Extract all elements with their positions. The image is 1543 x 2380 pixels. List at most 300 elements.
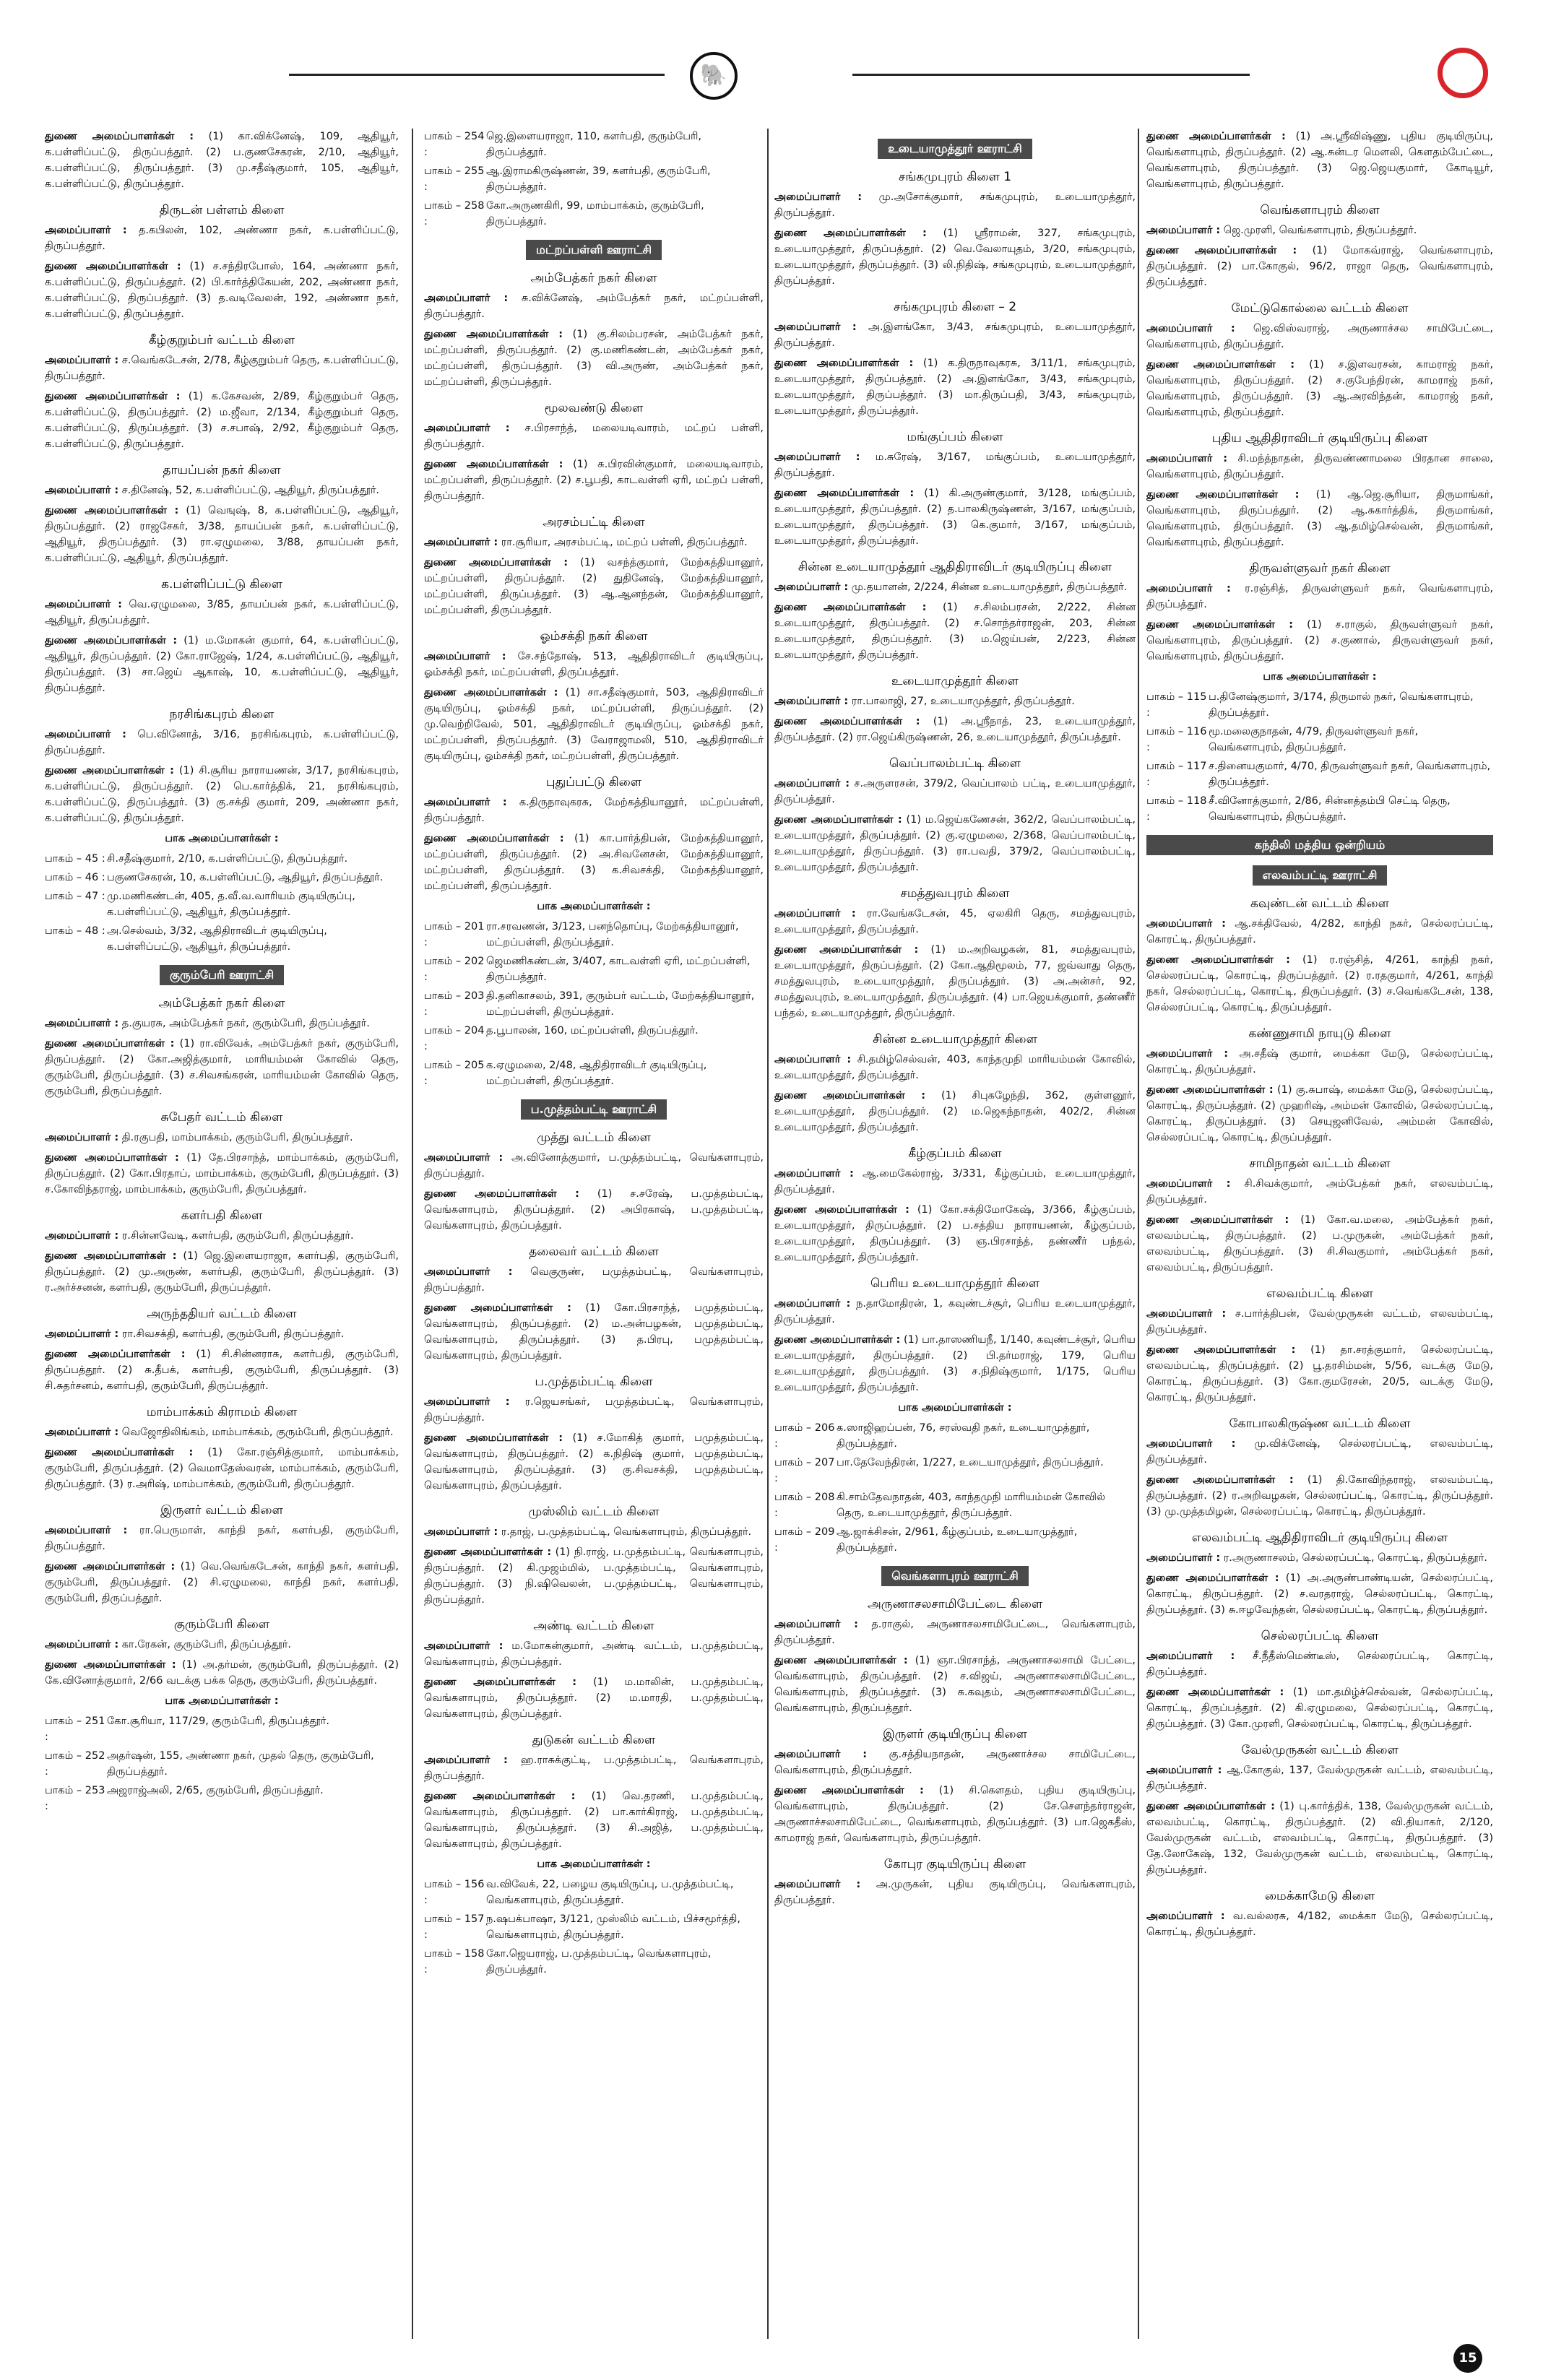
role-label: துணை அமைப்பாளர்கள் :: [774, 716, 920, 727]
member-entry: [774, 485, 1136, 549]
role-label: அமைப்பாளர் :: [424, 1396, 510, 1408]
member-entry: [1146, 1684, 1493, 1732]
branch-heading: சுபேதர் வட்டம் கிளை: [160, 1110, 283, 1125]
booth-number: பாகம் – 46 :: [45, 872, 105, 883]
branch-heading: கீழ்குப்பம் கிளை: [908, 1146, 1002, 1161]
member-details: (1) வெ.தரணி, ப.முத்தம்பட்டி, வெங்களாபுரம், திருப்பத்தூர். (2) பா.கார்கிராஜ், ப.முத்தம்பட்டி, வெங்களாபுரம், திருப்பத்தூர். (3) சி.அஜித், ப.முத்தம்பட்டி, வெங்களாபுரம், திருப்பத்தூர்.: [424, 1791, 764, 1850]
role-label: அமைப்பாளர் :: [1146, 1438, 1236, 1450]
member-details: ர.அருணாசலம், செல்லரப்பட்டி, கொரட்டி, திருப்பத்தூர்.: [1223, 1552, 1487, 1564]
booth-number: பாகம் – 209 :: [774, 1526, 835, 1554]
booth-number: பாகம் – 202 :: [424, 956, 485, 983]
member-details: (1) ஞா.பிரசாந்த், அருணாசலசாமி பேட்டை, வெங்களாபுரம், திருப்பத்தூர். (2) ச.விஜய், அருணாசலசாமிபேட்டை, வெங்களாபுரம், திருப்பத்தூர். (3) சு.கவுதம், அருணாசலசாமிபேட்டை, வெங்களாபுரம், திருப்பத்தூர்.: [774, 1655, 1136, 1714]
member-details: (1) ரா.விவேக், அம்பேத்கர் நகர், குரும்பேரி, திருப்பத்தூர். (2) கோ.அஜித்குமார், மாரியம்மன் கோவில் தெரு, குரும்பேரி, திருப்பத்தூர். (3) ச.சிவசங்கரன், மாரியம்மன் கோவில் தெரு, குரும்பேரி, திருப்பத்தூர்.: [45, 1038, 399, 1097]
branch-heading: கோபாலகிருஷ்ண வட்டம் கிளை: [1229, 1416, 1411, 1431]
member-details: ஆ.கோகுல், 137, வேல்முருகன் வட்டம், எலவம்பட்டி, திருப்பத்தூர்.: [1146, 1765, 1493, 1792]
member-details: ரா.வேங்கடேசன், 45, ஏலகிரி தெரு, சமத்துவபுரம், உடையாமுத்தூர், திருப்பத்தூர்.: [774, 908, 1136, 935]
member-entry: [1146, 617, 1493, 665]
booth-details: மூ.மலைகுநாதன், 4/79, திருவள்ளுவர் நகர், வெங்களாபுரம், திருப்பத்தூர்.: [1209, 726, 1419, 753]
member-entry: [424, 290, 764, 322]
member-details: (1) தி.கோவிந்தராஜ், எலவம்பட்டி, திருப்பத்தூர். (2) ர.அறிவழகன், செல்லரப்பட்டி, கொரட்டி, திருப்பத்தூர். (3) மு.முத்தமிழன், செல்லரப்பட்டி, கொரட்டி, திருப்பத்தூர்.: [1146, 1474, 1493, 1518]
role-label: துணை அமைப்பாளர்கள் :: [424, 1791, 576, 1802]
member-details: வெகுருண், பமுத்தம்பட்டி, வெங்களாபுரம், திருப்பத்தூர்.: [424, 1266, 764, 1294]
booth-entry: [774, 1489, 1136, 1521]
member-details: (1) வெ.வெங்கடேசன், காந்தி நகர், களர்பதி, குரும்பேரி, திருப்பத்தூர். (2) சி.ஏழுமலை, காந்தி நகர், களர்பதி, குரும்பேரி, திருப்பத்தூர்.: [45, 1561, 399, 1604]
member-entry: [1146, 487, 1493, 550]
branch-heading: திருவள்ளுவர் நகர் கிளை: [1249, 561, 1391, 576]
role-label: அமைப்பாளர் :: [774, 908, 856, 919]
role-label: துணை அமைப்பாளர்கள் :: [45, 1349, 186, 1360]
member-details: அ.முருகன், புதிய குடியிருப்பு, வெங்களாபுரம், திருப்பத்தூர்.: [774, 1879, 1136, 1906]
role-label: அமைப்பாளர் :: [424, 537, 498, 548]
role-label: அமைப்பாளர் :: [1146, 1178, 1231, 1190]
role-label: துணை அமைப்பாளர்கள் :: [45, 635, 178, 646]
role-label: அமைப்பாளர் :: [45, 1230, 119, 1242]
member-details: அ.சதீஷ் குமார், மைக்கா மேடு, செல்லரப்பட்டி, கொரட்டி, திருப்பத்தூர்.: [1146, 1048, 1493, 1076]
booth-entry: [774, 1524, 1136, 1556]
member-details: ஹ.ராசுக்குட்டி, ப.முத்தம்பட்டி, வெங்களாபுரம், திருப்பத்தூர்.: [424, 1754, 764, 1782]
booth-number: பாகம் – 118 :: [1146, 795, 1207, 823]
role-label: அமைப்பாளர் :: [45, 225, 127, 236]
member-entry: [45, 1130, 399, 1146]
branch-heading: சாமிநாதன் வட்டம் கிளை: [1249, 1156, 1391, 1171]
role-label: அமைப்பாளர் :: [45, 1427, 119, 1438]
booth-details: பா.தேவேந்திரன், 1/227, உடையாமுத்தூர், திருப்பத்தூர்.: [837, 1457, 1104, 1468]
member-entry: [45, 389, 399, 452]
role-label: அமைப்பாளர் :: [45, 1018, 119, 1029]
role-label: அமைப்பாளர் :: [424, 1754, 508, 1766]
role-label: அமைப்பாளர் :: [45, 485, 119, 496]
member-entry: [45, 483, 399, 498]
branch-heading: இருளர் குடியிருப்பு கிளை: [883, 1727, 1027, 1741]
role-label: துணை அமைப்பாளர்கள் :: [424, 833, 564, 844]
branch-heading: புதிய ஆதிதிராவிடர் குடியிருப்பு கிளை: [1211, 431, 1428, 446]
member-entry: [45, 633, 399, 696]
member-details: ர.சின்னவேடி, களர்பதி, குரும்பேரி, திருப்பத்தூர்.: [121, 1230, 354, 1242]
member-details: சே.சந்தோஷ், 513, ஆதிதிராவிடர் குடியிருப்பு, ஓம்சக்தி நகர், மட்றப்பள்ளி, திருப்பத்தூர்.: [424, 651, 764, 678]
branch-heading: மாம்பாக்கம் கிராமம் கிளை: [146, 1405, 298, 1419]
member-details: (1) கோ.வ.மலை, அம்பேத்கர் நகர், எலவம்பட்டி, திருப்பத்தூர். (2) ப.முருகன், அம்பேத்கர் நகர், எலவம்பட்டி, திருப்பத்தூர். (3) சி.சிவகுமார், அம்பேத்கர் நகர், எலவம்பட்டி, திருப்பத்தூர்.: [1146, 1214, 1493, 1273]
member-entry: [424, 456, 764, 504]
member-details: (1) ம.அறிவழகன், 81, சமத்துவபுரம், உடையாமுத்தூர், திருப்பத்தூர். (2) கோ.ஆதிமூலம், 77, ஜவ்வாது தெரு, சமத்துவபுரம், உடையாமுத்தூர், திருப்பத்தூர். (3) அ.அன்சர், 92, சமத்துவபுரம், உடையாமுத்தூர், திருப்பத்தூர். (4) பா.ஜெயக்குமார், தண்ணீர் பந்தல், உடையாமுத்தூர், திருப்பத்தூர்.: [774, 944, 1136, 1019]
member-details: (1) ம.மாலின், ப.முத்தம்பட்டி, வெங்களாபுரம், திருப்பத்தூர். (2) ம.மாரதி, ப.முத்தம்பட்டி, வெங்களாபுரம், திருப்பத்தூர்.: [424, 1676, 764, 1720]
member-entry: [424, 1638, 764, 1670]
member-details: சி.தமிழ்செல்வன், 403, காந்தமுநி மாரியம்மன் கோவில், உடையாமுத்தூர், திருப்பத்தூர்.: [774, 1054, 1136, 1081]
booth-details: தி.தனிகாசலம், 391, குரும்பர் வட்டம், மேற்கத்தியானூர், மட்றப்பள்ளி, திருப்பத்தூர்.: [486, 990, 755, 1018]
member-details: (1) அ.அருண்பாண்டியன், செல்லரப்பட்டி, கொரட்டி, திருப்பத்தூர். (2) ச.வரதராஜ், செல்லரப்பட்டி, கொரட்டி, திருப்பத்தூர். (3) சு.ஈழவேந்தன், செல்லரப்பட்டி, கொரட்டி, திருப்பத்தூர்.: [1146, 1572, 1493, 1616]
role-label: துணை அமைப்பாளர்கள் :: [1146, 489, 1300, 501]
header-rule-right: [852, 74, 1250, 76]
section-banner: [774, 1566, 1136, 1586]
role-label: துணை அமைப்பாளர்கள் :: [45, 261, 181, 272]
booth-entry: [424, 129, 764, 160]
member-details: மு.விக்னேஷ், செல்லரப்பட்டி, எலவம்பட்டி, திருப்பத்தூர்.: [1146, 1438, 1493, 1466]
member-details: ரா.பெருமாள், காந்தி நகர், களர்பதி, குரும்பேரி, திருப்பத்தூர்.: [45, 1525, 399, 1552]
booth-entry: [424, 198, 764, 230]
booth-details: அ.செல்வம், 3/32, ஆதிதிராவிடர் குடியிருப்பு, க.பள்ளிப்பட்டு, ஆதியூர், திருப்பத்தூர்.: [107, 925, 327, 953]
role-label: துணை அமைப்பாளர்கள் :: [774, 1655, 908, 1666]
role-label: அமைப்பாளர் :: [774, 1619, 858, 1630]
branch-heading: திருடன் பள்ளம் கிளை: [159, 203, 285, 217]
member-entry: [45, 352, 399, 384]
member-details: ச.பிரசாந்த், மலையடிவாரம், மட்றப் பள்ளி, திருப்பத்தூர்.: [424, 423, 764, 450]
member-entry: [45, 1559, 399, 1606]
member-details: ரா.சூரியா, அரசம்பட்டி, மட்றப் பள்ளி, திருப்பத்தூர்.: [501, 537, 748, 548]
branch-heading: மேட்டுகொல்லை வட்டம் கிளை: [1231, 301, 1409, 316]
role-label: அமைப்பாளர் :: [424, 423, 510, 434]
role-label: அமைப்பாளர் :: [424, 293, 509, 304]
member-entry: [774, 1052, 1136, 1083]
role-label: துணை அமைப்பாளர்கள் :: [1146, 1344, 1296, 1356]
member-entry: [45, 597, 399, 628]
member-entry: [45, 1248, 399, 1296]
booth-heading: பாக அமைப்பாளர்கள் :: [165, 833, 279, 844]
member-entry: [45, 1036, 399, 1099]
member-entry: [424, 1186, 764, 1234]
booth-entry: [1146, 793, 1493, 825]
branch-heading: ப.முத்தம்பட்டி கிளை: [535, 1375, 653, 1389]
member-entry: [774, 225, 1136, 289]
member-entry: [1146, 1306, 1493, 1338]
member-details: ஜெ.முரளி, வெங்களாபுரம், திருப்பத்தூர்.: [1223, 225, 1417, 236]
branch-heading: அரசம்பட்டி கிளை: [543, 515, 645, 529]
booth-entry: [45, 1748, 399, 1780]
column-3: [774, 129, 1136, 2339]
member-entry: [45, 763, 399, 826]
branch-heading: பெரிய உடையாமுத்தூர் கிளை: [870, 1276, 1040, 1291]
booth-entry: [45, 1783, 399, 1814]
role-label: துணை அமைப்பாளர்கள் :: [1146, 359, 1295, 371]
header-rule-left: [289, 74, 665, 76]
member-entry: [774, 1747, 1136, 1778]
booth-entry: [424, 919, 764, 951]
booth-entry: [45, 851, 399, 867]
member-entry: [1146, 129, 1493, 192]
booth-entry: [424, 988, 764, 1020]
member-entry: [424, 1430, 764, 1494]
member-entry: [1146, 243, 1493, 290]
role-label: துணை அமைப்பாளர்கள் :: [45, 1038, 175, 1050]
member-details: (1) கோ.பிரசாந்த், பமுத்தம்பட்டி, வெங்களாபுரம், திருப்பத்தூர். (2) ம.அன்பழகன், பமுத்தம்பட்டி, வெங்களாபுரம், திருப்பத்தூர். (3) த.பிரபு, பமுத்தம்பட்டி, வெங்களாபுரம், திருப்பத்தூர்.: [424, 1302, 764, 1362]
member-details: பெ.வினோத், 3/16, நரசிங்கபுரம், க.பள்ளிப்பட்டு, திருப்பத்தூர்.: [45, 729, 399, 756]
member-details: (1) அ.தர்மன், குரும்பேரி, திருப்பத்தூர். (2) கே.வினோத்குமார், 2/66 வடக்கு பக்க தெரு, குரும்பேரி, திருப்பத்தூர்.: [45, 1659, 399, 1687]
role-label: அமைப்பாளர் :: [45, 1525, 128, 1536]
member-entry: [1146, 357, 1493, 420]
role-label: துணை அமைப்பாளர்கள் :: [45, 1250, 177, 1262]
role-label: அமைப்பாளர் :: [774, 1298, 851, 1310]
branch-heading: அருந்ததியர் வட்டம் கிளை: [147, 1307, 297, 1321]
member-entry: [45, 1424, 399, 1440]
role-label: துணை அமைப்பாளர்கள் :: [1146, 1801, 1275, 1812]
booth-details: ஜெமணிகண்டன், 3/407, காடவள்ளி ஏரி, மட்றப்பள்ளி, திருப்பத்தூர்.: [486, 956, 751, 983]
booth-details: த.பூபாலன், 160, மட்றப்பள்ளி, திருப்பத்தூர்.: [486, 1025, 699, 1037]
role-label: அமைப்பாளர் :: [774, 778, 850, 789]
booth-heading: பாக அமைப்பாளர்கள் :: [898, 1402, 1012, 1414]
branch-heading: மங்குப்பம் கிளை: [907, 430, 1003, 444]
member-entry: [1146, 222, 1493, 238]
section-banner-label: ப.முத்தம்பட்டி ஊராட்சி: [521, 1099, 667, 1120]
member-details: (1) பா.தாஸணியநீ, 1/140, கவுண்டச்சூர், பெரிய உடையாமுத்தூர், திருப்பத்தூர். (2) பி.தர்மராஜ், 179, பெரிய உடையாமுத்தூர், திருப்பத்தூர். (3) ச.நிதிஷ்குமார், 1/175, பெரிய உடையாமுத்தூர், திருப்பத்தூர்.: [774, 1334, 1136, 1393]
branch-heading: எலவம்பட்டி கிளை: [1266, 1286, 1373, 1301]
member-details: (1) க.திருநாவுகரசு, 3/11/1, சங்கமுபுரம், உடையாமுத்தூர், திருப்பத்தூர். (2) அ.இளங்கோ, 3/43, சங்கமுபுரம், உடையாமுத்தூர், திருப்பத்தூர். (3) மா.திருப்பதி, 3/43, சங்கமுபுரம், உடையாமுத்தூர், திருப்பத்தூர்.: [774, 358, 1136, 417]
member-entry: [45, 1657, 399, 1689]
member-details: வெஜோதிலிங்கம், மாம்பாக்கம், குரும்பேரி, திருப்பத்தூர்.: [121, 1427, 394, 1438]
role-label: அமைப்பாளர் :: [424, 1266, 513, 1278]
member-entry: [1146, 1342, 1493, 1406]
member-details: ஆ.மைகேல்ராஜ், 3/331, கீழ்குப்பம், உடையாமுத்தூர், திருப்பத்தூர்.: [774, 1168, 1136, 1195]
member-details: அ.வினோத்குமார், ப.முத்தம்பட்டி, வெங்களாபுரம், திருப்பத்தூர்.: [424, 1152, 764, 1180]
member-details: சி.சிவக்குமார், அம்பேத்கர் நகர், எலவம்பட்டி, திருப்பத்தூர்.: [1146, 1178, 1493, 1206]
booth-details: பகுணசேகரன், 10, க.பள்ளிப்பட்டு, ஆதியூர், திருப்பத்தூர்.: [107, 872, 384, 883]
booth-details: கோ.அருணகிரி, 99, மாம்பாக்கம், குரும்பேரி, திருப்பத்தூர்.: [486, 200, 704, 228]
booth-entry: [424, 1057, 764, 1089]
booth-number: பாகம் – 48 :: [45, 925, 105, 937]
booth-number: பாகம் – 204 :: [424, 1025, 485, 1052]
member-entry: [424, 1264, 764, 1296]
booth-number: பாகம் – 252 :: [45, 1750, 105, 1778]
role-label: துணை அமைப்பாளர்கள் :: [774, 1334, 901, 1346]
red-ring-icon: [1438, 48, 1488, 98]
member-details: (1) தே.பிரசாந்த், மாம்பாக்கம், குரும்பேரி, திருப்பத்தூர். (2) கோ.பிரதாப், மாம்பாக்கம், குரும்பேரி, திருப்பத்தூர். (3) ச.கோவிந்தராஜ், மாம்பாக்கம், குரும்பேரி, திருப்பத்தூர்.: [45, 1152, 399, 1195]
section-banner-label: குரும்பேரி ஊராட்சி: [160, 965, 284, 985]
member-details: (1) ச.ராகுல், திருவள்ளுவர் நகர், வெங்களாபுரம், திருப்பத்தூர். (2) ச.குணால், திருவள்ளுவர் நகர், வெங்களாபுரம், திருப்பத்தூர்.: [1146, 619, 1493, 662]
branch-heading: க.பள்ளிப்பட்டு கிளை: [161, 577, 282, 592]
booth-details: கோ.சூரியா, 117/29, குரும்பேரி, திருப்பத்தூர்.: [107, 1715, 329, 1727]
member-details: வ.வல்லரசு, 4/182, மைக்கா மேடு, செல்லரப்பட்டி, கொரட்டி, திருப்பத்தூர்.: [1146, 1911, 1493, 1938]
booth-number: பாகம் – 203 :: [424, 990, 485, 1018]
branch-heading: நரசிங்கபுரம் கிளை: [169, 707, 275, 722]
member-entry: [774, 714, 1136, 745]
column-1: [45, 129, 399, 2339]
member-entry: [424, 535, 764, 550]
member-entry: [1146, 451, 1493, 483]
member-details: (1) கு.சிலம்பரசன், அம்பேத்கர் நகர், மட்றப்பள்ளி, திருப்பத்தூர். (2) கு.மணிகண்டன், அம்பேத்கர் நகர், மட்றப்பள்ளி, திருப்பத்தூர். (3) வி.அருண், அம்பேத்கர் நகர், மட்றப்பள்ளி, திருப்பத்தூர்.: [424, 329, 764, 388]
role-label: அமைப்பாளர் :: [1146, 1552, 1221, 1564]
section-banner: [1146, 835, 1493, 855]
section-banner: [1146, 865, 1493, 886]
booth-entry: [1146, 689, 1493, 721]
booth-entry: [424, 163, 764, 195]
member-entry: [45, 1523, 399, 1554]
booth-details: சி.சதீஷ்குமார், 2/10, க.பள்ளிப்பட்டு, திருப்பத்தூர்.: [107, 853, 348, 865]
booth-details: ரா.சரவணன், 3/123, பனந்தொப்பு, மேற்கத்தியானூர், மட்றப்பள்ளி, திருப்பத்தூர்.: [486, 921, 739, 948]
role-label: அமைப்பாளர் :: [1146, 583, 1231, 594]
role-label: துணை அமைப்பாளர்கள் :: [424, 329, 563, 340]
member-entry: [774, 189, 1136, 221]
role-label: துணை அமைப்பாளர்கள் :: [1146, 1084, 1274, 1096]
booth-heading: பாக அமைப்பாளர்கள் :: [1263, 671, 1377, 683]
member-details: த.கபிலன், 102, அண்ணா நகர், க.பள்ளிப்பட்டு, திருப்பத்தூர்.: [45, 225, 399, 252]
member-details: ந.தாமோதிரன், 1, கவுண்டச்சூர், பெரிய உடையாமுத்தூர், திருப்பத்தூர்.: [774, 1298, 1136, 1325]
branch-heading: கீழ்குறும்பர் வட்டம் கிளை: [148, 333, 295, 347]
member-entry: [424, 1524, 764, 1540]
member-details: (1) சிபுகழேந்தி, 362, குள்ளனூர், உடையாமுத்தூர், திருப்பத்தூர். (2) ம.ஜெகந்நாதன், 402/2, சின்ன உடையாமுத்தூர், திருப்பத்தூர்.: [774, 1090, 1136, 1133]
member-entry: [774, 1653, 1136, 1716]
booth-details: ஆ.ஜாக்சிசன், 2/961, கீழ்குப்பம், உடையாமுத்தூர், திருப்பத்தூர்.: [837, 1526, 1078, 1554]
booth-heading: பாக அமைப்பாளர்கள் :: [537, 1858, 651, 1870]
booth-number: பாகம் – 208 :: [774, 1492, 835, 1519]
branch-heading: களர்பதி கிளை: [181, 1208, 263, 1223]
booth-number: பாகம் – 45 :: [45, 853, 105, 865]
branch-heading: இருளர் வட்டம் கிளை: [160, 1503, 283, 1518]
member-entry: [424, 1544, 764, 1608]
booth-entry: [424, 1911, 764, 1943]
role-label: அமைப்பாளர் :: [774, 581, 849, 593]
booth-details: ச.தினையகுமார், 4/70, திருவள்ளுவர் நகர், வெங்களாபுரம், திருப்பத்தூர்.: [1209, 761, 1491, 788]
member-details: வெ.ஏழுமலை, 3/85, தாயப்பன் நகர், க.பள்ளிப்பட்டு, ஆதியூர், திருப்பத்தூர்.: [45, 599, 399, 626]
member-details: (1) கி.அருண்குமார், 3/128, மங்குப்பம், உடையாமுத்தூர், திருப்பத்தூர். (2) த.பாலகிருஷ்ணன், 3/167, மங்குப்பம், உடையாமுத்தூர், திருப்பத்தூர். (3) கெ.குமார், 3/167, மங்குப்பம், உடையாமுத்தூர், திருப்பத்தூர்.: [774, 488, 1136, 547]
booth-number: பாகம் – 206 :: [774, 1422, 835, 1450]
section-banner-label: கந்திலி மத்திய ஒன்றியம்: [1146, 835, 1493, 855]
branch-heading: எலவம்பட்டி ஆதிதிராவிடர் குடியிருப்பு கிளை: [1191, 1531, 1448, 1545]
section-banner-label: உடையாமுத்தூர் ஊராட்சி: [878, 139, 1032, 159]
member-details: (1) சு.பிரவின்குமார், மலையடிவாரம், மட்றப்பள்ளி, திருப்பத்தூர். (2) ச.பூபதி, காடவள்ளி ஏரி, மட்றப் பள்ளி, திருப்பத்தூர்.: [424, 459, 764, 502]
booth-details: ந.ஷபக்பாஷா, 3/121, முஸ்லிம் வட்டம், பிச்சமூர்த்தி, வெங்களாபுரம், திருப்பத்தூர்.: [486, 1913, 741, 1941]
member-entry: [1146, 1212, 1493, 1276]
section-banner: [424, 1099, 764, 1120]
member-details: (1) வசந்த்குமார், மேற்கத்தியானூர், மட்றப்பள்ளி, திருப்பத்தூர். (2) துதினேஷ், மேற்கத்தியானூர், மட்றப்பள்ளி, திருப்பத்தூர். (3) ஆ.ஆனந்தன், மேற்கத்தியானூர், மட்றப்பள்ளி, திருப்பத்தூர்.: [424, 557, 764, 616]
member-details: (1) ஸ்ரீராமன், 327, சங்கமுபுரம், உடையாமுத்தூர், திருப்பத்தூர். (2) வெ.வேலாயுதம், 3/20, சங்கமுபுரம், உடையாமுத்தூர், திருப்பத்தூர். (3) லி.நிதிஷ், சங்கமுபுரம், உடையாமுத்தூர், திருப்பத்தூர்.: [774, 228, 1136, 287]
member-entry: [45, 503, 399, 566]
booth-details: அதர்ஷன், 155, அண்ணா நகர், முதல் தெரு, குரும்பேரி, திருப்பத்தூர்.: [107, 1750, 374, 1778]
branch-heading: ஓம்சக்தி நகர் கிளை: [540, 629, 648, 644]
member-details: ர.ரஞ்சித், திருவள்ளுவர் நகர், வெங்களாபுரம், திருப்பத்தூர்.: [1146, 583, 1493, 610]
member-entry: [45, 1016, 399, 1031]
member-entry: [45, 1326, 399, 1342]
role-label: துணை அமைப்பாளர்கள் :: [774, 228, 927, 239]
booth-number: பாகம் – 205 :: [424, 1060, 485, 1087]
role-label: துணை அமைப்பாளர்கள் :: [774, 1090, 926, 1102]
role-label: துணை அமைப்பாளர்கள் :: [1146, 1214, 1289, 1226]
member-entry: [1146, 1799, 1493, 1878]
role-label: துணை அமைப்பாளர்கள் :: [1146, 1474, 1294, 1486]
member-entry: [774, 1202, 1136, 1265]
role-label: துணை அமைப்பாளர்கள் :: [424, 459, 563, 470]
booth-entry: [1146, 724, 1493, 756]
booth-details: மு.மணிகண்டன், 405, த.வீ.வ.வாரியம் குடியிருப்பு, க.பள்ளிப்பட்டு, ஆதியூர், திருப்பத்தூர்.: [107, 891, 355, 918]
role-label: அமைப்பாளர் :: [1146, 1765, 1222, 1776]
member-entry: [1146, 1908, 1493, 1940]
member-entry: [424, 1788, 764, 1852]
article-body: [45, 129, 1494, 2339]
member-details: (1) தா.சரத்குமார், செல்லரப்பட்டி, எலவம்பட்டி, திருப்பத்தூர். (2) பூ.தரசிம்மன், 5/56, வடக்கு மேடு, கொரட்டி, திருப்பத்தூர். (3) கோ.குமரேசன், 20/5, வடக்கு மேடு, கொரட்டி, திருப்பத்தூர்.: [1146, 1344, 1493, 1403]
member-details: (1) ர.ரஞ்சித், 4/261, காந்தி நகர், செல்லரப்பட்டி, கொரட்டி, திருப்பத்தூர். (2) ர.ரதகுமார், 4/261, காந்தி நகர், செல்லரப்பட்டி, கொரட்டி, திருப்பத்தூர். (3) ச.வெங்கடேசன், 138, செல்லரப்பட்டி, கொரட்டி, திருப்பத்தூர்.: [1146, 954, 1493, 1013]
booth-entry: [424, 1023, 764, 1055]
role-label: துணை அமைப்பாளர்கள் :: [45, 1447, 194, 1458]
role-label: அமைப்பாளர் :: [45, 1639, 119, 1650]
branch-heading: சின்ன உடையாமுத்தூர் கிளை: [873, 1032, 1037, 1047]
role-label: துணை அமைப்பாளர்கள் :: [774, 1785, 924, 1796]
booth-number: பாகம் – 116 :: [1146, 726, 1207, 753]
member-entry: [774, 1166, 1136, 1198]
column-4: [1146, 129, 1493, 2339]
role-label: துணை அமைப்பாளர்கள் :: [1146, 245, 1297, 256]
member-details: (1) ச.சந்திரபோஸ், 164, அண்ணா நகர், க.பள்ளிப்பட்டு, திருப்பத்தூர். (2) பி.கார்த்திகேயன், 202, அண்ணா நகர், க.பள்ளிப்பட்டு, திருப்பத்தூர். (3) த.வடிவேலன், 192, அண்ணா நகர், க.பள்ளிப்பட்டு, திருப்பத்தூர்.: [45, 261, 399, 320]
branch-heading: செல்லரப்பட்டி கிளை: [1261, 1629, 1379, 1643]
masthead: [0, 0, 1543, 144]
role-label: துணை அமைப்பாளர்கள் :: [774, 358, 914, 369]
branch-heading: உடையாமுத்தூர் கிளை: [891, 674, 1019, 688]
booth-details: ஜெ.இளையராஜா, 110, களர்பதி, குரும்பேரி, திருப்பத்தூர்.: [486, 131, 702, 158]
branch-heading: மூலவண்டு கிளை: [544, 401, 644, 415]
section-banner: [45, 965, 399, 985]
member-entry: [424, 555, 764, 618]
member-entry: [45, 129, 399, 192]
booth-details: க.ஸாஜிஹப்பன், 76, சரஸ்வதி நகர், உடையாமுத்தூர், திருப்பத்தூர்.: [837, 1422, 1090, 1450]
branch-heading: வேல்முருகன் வட்டம் கிளை: [1241, 1743, 1399, 1757]
section-banner-label: வெங்களாபுரம் ஊராட்சி: [881, 1566, 1028, 1586]
member-details: (1) அ.ஸ்ரீநாத், 23, உடையாமுத்தூர், திருப்பத்தூர். (2) ரா.ஜெய்கிருஷ்ணன், 26, உடையாமுத்தூர், திருப்பத்தூர்.: [774, 716, 1136, 743]
role-label: துணை அமைப்பாளர்கள் :: [1146, 619, 1294, 631]
branch-heading: புதுப்பட்டு கிளை: [545, 775, 642, 789]
member-details: (1) நி.ராஜ், ப.முத்தம்பட்டி, வெங்களாபுரம், திருப்பத்தூர். (2) கி.முஜம்மில், ப.முத்தம்பட்டி, வெங்களாபுரம், திருப்பத்தூர். (3) நி.ஷிவெலன், ப.முத்தம்பட்டி, வெங்களாபுரம், திருப்பத்தூர்.: [424, 1546, 764, 1606]
member-entry: [774, 1088, 1136, 1135]
booth-number: பாகம் – 253 :: [45, 1785, 105, 1812]
role-label: அமைப்பாளர் :: [774, 696, 849, 707]
member-details: ரா.பாலாஜி, 27, உடையாமுத்தூர், திருப்பத்தூர்.: [851, 696, 1075, 707]
role-label: துணை அமைப்பாளர்கள் :: [45, 505, 179, 516]
role-label: துணை அமைப்பாளர்கள் :: [45, 1152, 179, 1164]
role-label: அமைப்பாளர் :: [1146, 1308, 1227, 1320]
member-entry: [1146, 1648, 1493, 1680]
member-details: (1) ம.ஜெய்கணேசன், 362/2, வெப்பாலம்பட்டி, உடையாமுத்தூர், திருப்பத்தூர். (2) கு.ஏழுமலை, 2/368, வெப்பாலம்பட்டி, உடையாமுத்தூர், திருப்பத்தூர். (3) ரா.பவதி, 379/2, வெப்பாலம்பட்டி, உடையாமுத்தூர், திருப்பத்தூர்.: [774, 814, 1136, 873]
role-label: அமைப்பாளர் :: [1146, 1911, 1225, 1922]
role-label: அமைப்பாளர் :: [424, 651, 506, 662]
member-details: ச.அருளரசன், 379/2, வெப்பாலம் பட்டி, உடையாமுத்தூர், திருப்பத்தூர்.: [774, 778, 1136, 805]
role-label: துணை அமைப்பாளர்கள் :: [424, 557, 569, 568]
booth-number: பாகம் – 258 :: [424, 200, 485, 228]
member-entry: [1146, 1550, 1493, 1566]
role-label: துணை அமைப்பாளர்கள் :: [774, 602, 927, 613]
branch-heading: கவுண்டன் வட்டம் கிளை: [1250, 896, 1389, 911]
section-banner: [774, 139, 1136, 159]
branch-heading: கோபுர குடியிருப்பு கிளை: [883, 1857, 1026, 1871]
booth-number: பாகம் – 115 :: [1146, 691, 1207, 719]
role-label: அமைப்பாளர் :: [45, 355, 119, 366]
role-label: அமைப்பாளர் :: [774, 1879, 861, 1890]
branch-heading: முஸ்லிம் வட்டம் கிளை: [528, 1505, 660, 1519]
branch-heading: சங்கமுபுரம் கிளை 1: [898, 170, 1012, 184]
member-entry: [1146, 1082, 1493, 1146]
member-details: (1) கா.பார்த்திபன், மேற்கத்தியானூர், மட்றப்பள்ளி, திருப்பத்தூர். (2) அ.சிவனேசன், மேற்கத்தியானூர், மட்றப்பள்ளி, திருப்பத்தூர். (3) க.சிவசக்தி, மேற்கத்தியானூர், மட்றப்பள்ளி, திருப்பத்தூர்.: [424, 833, 764, 892]
booth-details: வ.விவேக், 22, பழைய குடியிருப்பு, ப.முத்தம்பட்டி, வெங்களாபுரம், திருப்பத்தூர்.: [486, 1879, 734, 1906]
member-details: ர.தாஜ், ப.முத்தம்பட்டி, வெங்களாபுரம், திருப்பத்தூர்.: [501, 1526, 752, 1538]
member-details: (1) ச.மோகித் குமார், பமுத்தம்பட்டி, வெங்களாபுரம், திருப்பத்தூர். (2) க.நிதிஷ் குமார், பமுத்தம்பட்டி, வெங்களாபுரம், திருப்பத்தூர். (3) கு.சிவசக்தி, பமுத்தம்பட்டி, வெங்களாபுரம், திருப்பத்தூர்.: [424, 1432, 764, 1492]
member-entry: [1146, 1436, 1493, 1468]
role-label: துணை அமைப்பாளர்கள் :: [1146, 1572, 1279, 1584]
member-details: சு.விக்னேஷ், அம்பேத்கர் நகர், மட்றப்பள்ளி, திருப்பத்தூர்.: [424, 293, 764, 320]
member-entry: [774, 319, 1136, 351]
role-label: அமைப்பாளர் :: [1146, 453, 1227, 464]
role-label: அமைப்பாளர் :: [1146, 918, 1226, 930]
member-details: (1) சி.கௌதம், புதிய குடியிருப்பு, வெங்களாபுரம், திருப்பத்தூர். (2) சே.சௌந்தர்ராஜன், அருணாச்சலசாமிபேட்டை, வெங்களாபுரம், திருப்பத்தூர். (3) பா.ஜெகதீஸ், காமராஜ் நகர், வெங்களாபுரம், திருப்பத்தூர்.: [774, 1785, 1136, 1844]
booth-heading: பாக அமைப்பாளர்கள் :: [537, 901, 651, 912]
member-entry: [45, 222, 399, 254]
member-entry: [1146, 1046, 1493, 1078]
role-label: அமைப்பாளர் :: [774, 1749, 868, 1760]
member-details: ம.மோகன்குமார், அண்டி வட்டம், ப.முத்தம்பட்டி, வெங்களாபுரம், திருப்பத்தூர்.: [424, 1640, 764, 1668]
member-entry: [774, 1332, 1136, 1395]
member-details: ஆ.சக்திவேல், 4/282, காந்தி நகர், செல்லரப்பட்டி, கொரட்டி, திருப்பத்தூர்.: [1146, 918, 1493, 945]
booth-entry: [424, 1877, 764, 1908]
branch-heading: துடுகன் வட்டம் கிளை: [532, 1733, 656, 1747]
branch-heading: தாயப்பன் நகர் கிளை: [163, 463, 281, 477]
role-label: துணை அமைப்பாளர்கள் :: [45, 1659, 176, 1671]
branch-heading: சங்கமுபுரம் கிளை – 2: [893, 300, 1017, 314]
member-details: (1) ஜெ.இளையராஜா, களர்பதி, குரும்பேரி, திருப்பத்தூர். (2) மு.அருண், களர்பதி, குரும்பேரி, திருப்பத்தூர். (3) ர.அர்ச்சனன், களர்பதி, குரும்பேரி, திருப்பத்தூர்.: [45, 1250, 399, 1294]
section-banner-label: மட்றப்பள்ளி ஊராட்சி: [526, 240, 662, 260]
member-details: (1) ச.இளவரசன், காமராஜ் நகர், வெங்களாபுரம், திருப்பத்தூர். (2) ச.குபேந்திரன், காமராஜ் நகர், வெங்களாபுரம், திருப்பத்தூர். (3) ஆ.அரவிந்தன், காமராஜ் நகர், வெங்களாபுரம், திருப்பத்தூர்.: [1146, 359, 1493, 418]
member-entry: [1146, 1762, 1493, 1794]
